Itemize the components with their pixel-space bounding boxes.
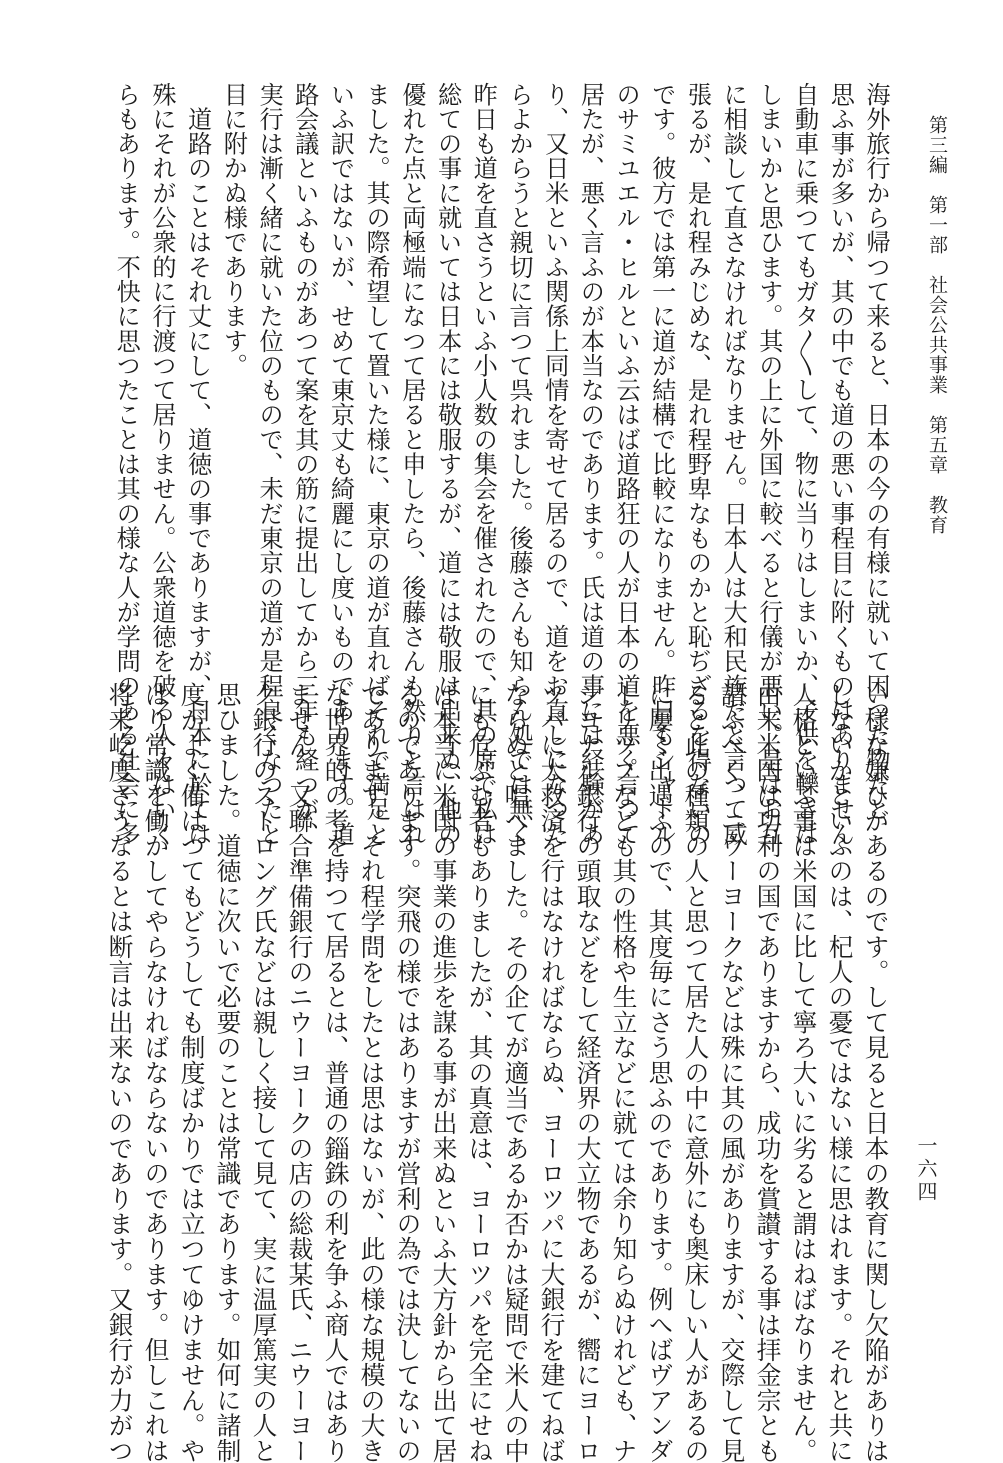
lower-text-block <box>101 682 893 1463</box>
text-line: り、又日米といふ関係上同情を寄せて居るので、道をお直しになつた <box>540 82 569 847</box>
text-line: な世界的の考を持つて居るとは、普通の錙銖の利を争ふ商人ではあり <box>321 682 350 1463</box>
text-line: 昨日も道を直さうといふ小人数の集会を催されたので、其の席で私は <box>469 82 498 847</box>
text-line: ました。其の際希望して置いた様に、東京の道が直ればそれで満足と <box>362 82 391 847</box>
text-line: いふ訳ではないが、せめて東京丈も綺麗にし度いものであります。道 <box>326 82 355 847</box>
text-line: であります。それ程学問をしたとは思はないが、此の様な規模の大き <box>357 682 386 1463</box>
text-line: です。彼方では第一に道が結構で比較になりません。昨日もシャトル <box>647 82 676 847</box>
text-line: のサミユエル・ヒルといふ云はば道路狂の人が日本の道を悪く言つて <box>612 82 641 847</box>
text-line: ば本当に米国の事業の進歩を謀る事が出来ぬといふ大方針から出て居 <box>429 682 458 1463</box>
text-line: 由来米国は功利の国でありますから、成功を賞讃する事は拝金宗とも <box>753 682 782 1463</box>
upper-text-block <box>108 82 893 847</box>
text-line: 度がよく備はつてもどうしても制度ばかりでは立つてゆけません。や <box>177 682 206 1463</box>
text-line: 路会議といふものがあつて案を其の筋に提出してから三年も経つが、 <box>290 82 319 847</box>
text-line: はり常識を働かしてやらなければならないのであります。但しこれは <box>141 682 170 1463</box>
text-line: 実行は漸く緒に就いた位のもので、未だ東京の道が是程良くなつたと <box>255 82 284 847</box>
text-line: 総ての事に就いては日本には敬服するが、道には敬服は出来ぬ、他の <box>433 82 462 847</box>
text-line: 自動車に乗つてもガタ〳〵して、物に当りはしまいか、子供を轢きは <box>790 82 819 846</box>
text-line: 謂ふべく、ニウーヨークなどは殊に其の風がありますが、交際して見 <box>717 682 746 1463</box>
text-line: らよからうと親切に言つて呉れました。後藤さんも知らん処では無く <box>504 82 533 847</box>
running-header: 第三編 第一部 社会公共事業 第五章 教育 <box>926 115 948 535</box>
text-line: 海外旅行から帰つて来ると、日本の今の有様に就いて困つた物だと <box>862 82 890 822</box>
text-line: ク銀行のストロング氏などは親しく接して見て、実に温厚篤実の人と <box>249 682 278 1463</box>
page-number: 一六四 <box>914 1135 938 1204</box>
text-line: 思ふ事が多いが、其の中でも道の悪い事程目に附くものはありません <box>826 82 855 847</box>
text-line: 殊にそれが公衆的に行渡つて居りません。公衆道徳を破る人々はいく <box>147 82 176 847</box>
text-line: ーリツプなども其の性格や生立などに就ては余り知らぬけれども、ナ <box>609 682 638 1463</box>
text-line: 人格といふ事は米国に比して寧ろ大いに劣ると謂はねばなりません。 <box>789 682 818 1463</box>
text-line: に相談して直さなければなりません。日本人は大和民族だと言つて威 <box>719 82 748 847</box>
text-line: 目に附かぬ様であります。 <box>219 82 248 378</box>
text-line: に屢〻出遇ふので、其度毎にさう思ふのであります。例へばヴアンダ <box>645 682 674 1463</box>
text-line: 居たが、悪く言ふのが本当なのであります。氏は道の事には経験があ <box>576 82 605 847</box>
text-line: ません。又聯合準備銀行のニウーヨークの店の総裁某氏、ニウーヨー <box>285 682 314 1463</box>
text-line: るのであります。突飛の様ではありますが営利の為では決してないの <box>393 682 422 1463</box>
text-line: にも危ぶむ者もありましたが、其の真意は、ヨーロツパを完全にせね <box>465 682 494 1463</box>
text-line: 道路のことはそれ丈にして、道徳の事でありますが、日本に於ては <box>183 82 212 847</box>
text-line: ツパに大救済を行はなければならぬ、ヨーロツパに大銀行を建てねば <box>537 682 566 1463</box>
text-line: シヨナル銀行の頭取などをして経済界の大立物であるが、嚮にヨーロ <box>573 682 602 1463</box>
text-line: 優れた点と両極端になつて居ると申したら、後藤さんも然りと言はれ <box>397 82 426 847</box>
text-line: い様な嫌ひがあるのです。して見ると日本の教育に関し欠陥がありは <box>861 682 890 1463</box>
text-line: 思ひました。道徳に次いで必要のことは常識であります。如何に諸制 <box>213 682 242 1463</box>
text-line: らもあります。不快に思つたことは其の様な人が学問のある社会に多 <box>112 82 141 847</box>
text-line: ると此の種類の人と思つて居た人の中に意外にも奥床しい人があるの <box>681 682 710 1463</box>
text-line: ならぬと唱へました。その企てが適当であるか否かは疑問で米人の中 <box>501 682 530 1463</box>
text-line: しないかといふのは、杞人の憂ではない様に思はれます。それと共に <box>825 682 854 1463</box>
text-line: しまいかと思ひます。其の上に外国に較べると行儀が悪い。是はお互 <box>754 82 783 847</box>
text-line: 将来屹度さうなるとは断言は出来ないのであります。又銀行が力がつ <box>105 682 134 1463</box>
text-line: 張るが、是れ程みじめな、是れ程野卑なものかと恥ぢざるを得ないの <box>683 82 712 847</box>
